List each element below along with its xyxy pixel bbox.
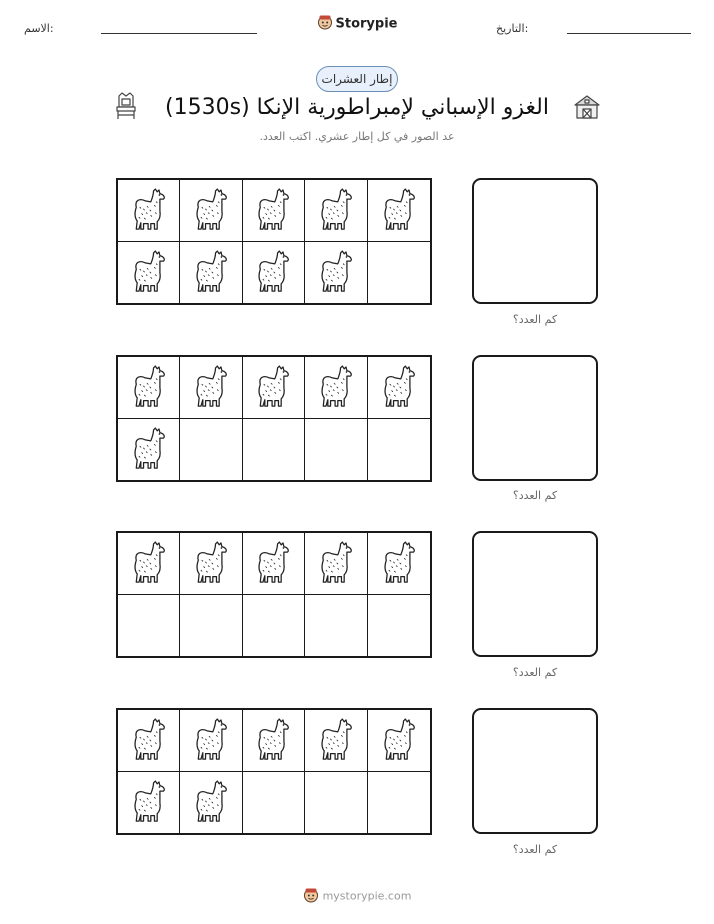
- page-title: الغزو الإسباني لإمبراطورية الإنكا (1530s): [165, 95, 549, 120]
- llama-icon: [129, 426, 169, 472]
- brand: [0, 14, 714, 34]
- storypie-mascot-icon: [303, 887, 319, 906]
- ten-frame-cell: [368, 710, 430, 772]
- ten-frame-cell: [118, 595, 180, 657]
- llama-icon: [129, 540, 169, 586]
- ten-frame-cell: [118, 242, 180, 304]
- llama-icon: [379, 364, 419, 410]
- answer-box[interactable]: [472, 355, 598, 481]
- ten-frame-cell: [368, 533, 430, 595]
- ten-frame-cell: [180, 533, 242, 595]
- ten-frame-cell: [368, 242, 430, 304]
- llama-icon: [316, 717, 356, 763]
- ten-frame-cell: [180, 419, 242, 481]
- ten-frame-cell: [180, 242, 242, 304]
- ten-frame-cell: [368, 180, 430, 242]
- ten-frame-cell: [180, 772, 242, 834]
- ten-frame-cell: [118, 533, 180, 595]
- worksheet-type-badge: إطار العشرات: [316, 66, 398, 92]
- ten-frame-cell: [243, 242, 305, 304]
- ten-frame: [116, 355, 432, 482]
- footer: [0, 887, 714, 906]
- ten-frame-cell: [305, 357, 367, 419]
- ten-frame-cell: [305, 180, 367, 242]
- ten-frame-cell: [305, 772, 367, 834]
- ten-frame-cell: [180, 595, 242, 657]
- ten-frame-cell: [305, 419, 367, 481]
- llama-icon: [191, 540, 231, 586]
- ten-frame-cell: [118, 772, 180, 834]
- llama-icon: [253, 717, 293, 763]
- ten-frame-cell: [305, 242, 367, 304]
- ten-frame-cell: [243, 357, 305, 419]
- brand-name: Storypie: [335, 16, 398, 32]
- answer-prompt: كم العدد؟: [512, 489, 558, 502]
- date-line[interactable]: [567, 33, 691, 34]
- answer-prompt: كم العدد؟: [512, 313, 558, 326]
- answer-box[interactable]: [472, 708, 598, 834]
- llama-icon: [379, 540, 419, 586]
- llama-icon: [253, 540, 293, 586]
- name-label: الاسم:: [24, 22, 54, 35]
- llama-icon: [316, 249, 356, 295]
- ten-frame-cell: [243, 772, 305, 834]
- llama-icon: [253, 187, 293, 233]
- llama-icon: [316, 540, 356, 586]
- llama-icon: [253, 249, 293, 295]
- ten-frame-cell: [180, 710, 242, 772]
- llama-icon: [253, 364, 293, 410]
- ten-frame-cell: [368, 772, 430, 834]
- date-label: التاريخ:: [496, 22, 529, 35]
- llama-icon: [191, 779, 231, 825]
- llama-icon: [129, 249, 169, 295]
- answer-box[interactable]: [472, 531, 598, 657]
- ten-frame-cell: [243, 595, 305, 657]
- llama-icon: [191, 364, 231, 410]
- ten-frame-cell: [118, 180, 180, 242]
- ten-frame-cell: [305, 533, 367, 595]
- llama-icon: [191, 187, 231, 233]
- ten-frame-cell: [180, 180, 242, 242]
- ten-frame: [116, 708, 432, 835]
- llama-icon: [191, 249, 231, 295]
- llama-icon: [129, 779, 169, 825]
- llama-icon: [379, 187, 419, 233]
- answer-prompt: كم العدد؟: [512, 843, 558, 856]
- ten-frame-cell: [305, 710, 367, 772]
- ten-frame-cell: [118, 357, 180, 419]
- storypie-mascot-icon: [317, 14, 333, 34]
- ten-frame-cell: [243, 710, 305, 772]
- footer-url: mystorypie.com: [322, 889, 412, 903]
- answer-box[interactable]: [472, 178, 598, 304]
- llama-icon: [316, 187, 356, 233]
- ten-frame-cell: [368, 419, 430, 481]
- llama-icon: [316, 364, 356, 410]
- barn-icon: [572, 94, 602, 124]
- ten-frame-cell: [305, 595, 367, 657]
- llama-icon: [129, 717, 169, 763]
- ten-frame: [116, 531, 432, 658]
- ten-frame-cell: [118, 710, 180, 772]
- llama-icon: [191, 717, 231, 763]
- ten-frame-cell: [243, 180, 305, 242]
- ten-frame-cell: [243, 533, 305, 595]
- llama-icon: [129, 364, 169, 410]
- answer-prompt: كم العدد؟: [512, 666, 558, 679]
- ten-frame-cell: [368, 357, 430, 419]
- ten-frame: [116, 178, 432, 305]
- ten-frame-cell: [243, 419, 305, 481]
- ten-frame-cell: [118, 419, 180, 481]
- llama-icon: [379, 717, 419, 763]
- ten-frame-cell: [368, 595, 430, 657]
- ten-frame-cell: [180, 357, 242, 419]
- llama-icon: [129, 187, 169, 233]
- instructions: عد الصور في كل إطار عشري. اكتب العدد.: [259, 130, 455, 143]
